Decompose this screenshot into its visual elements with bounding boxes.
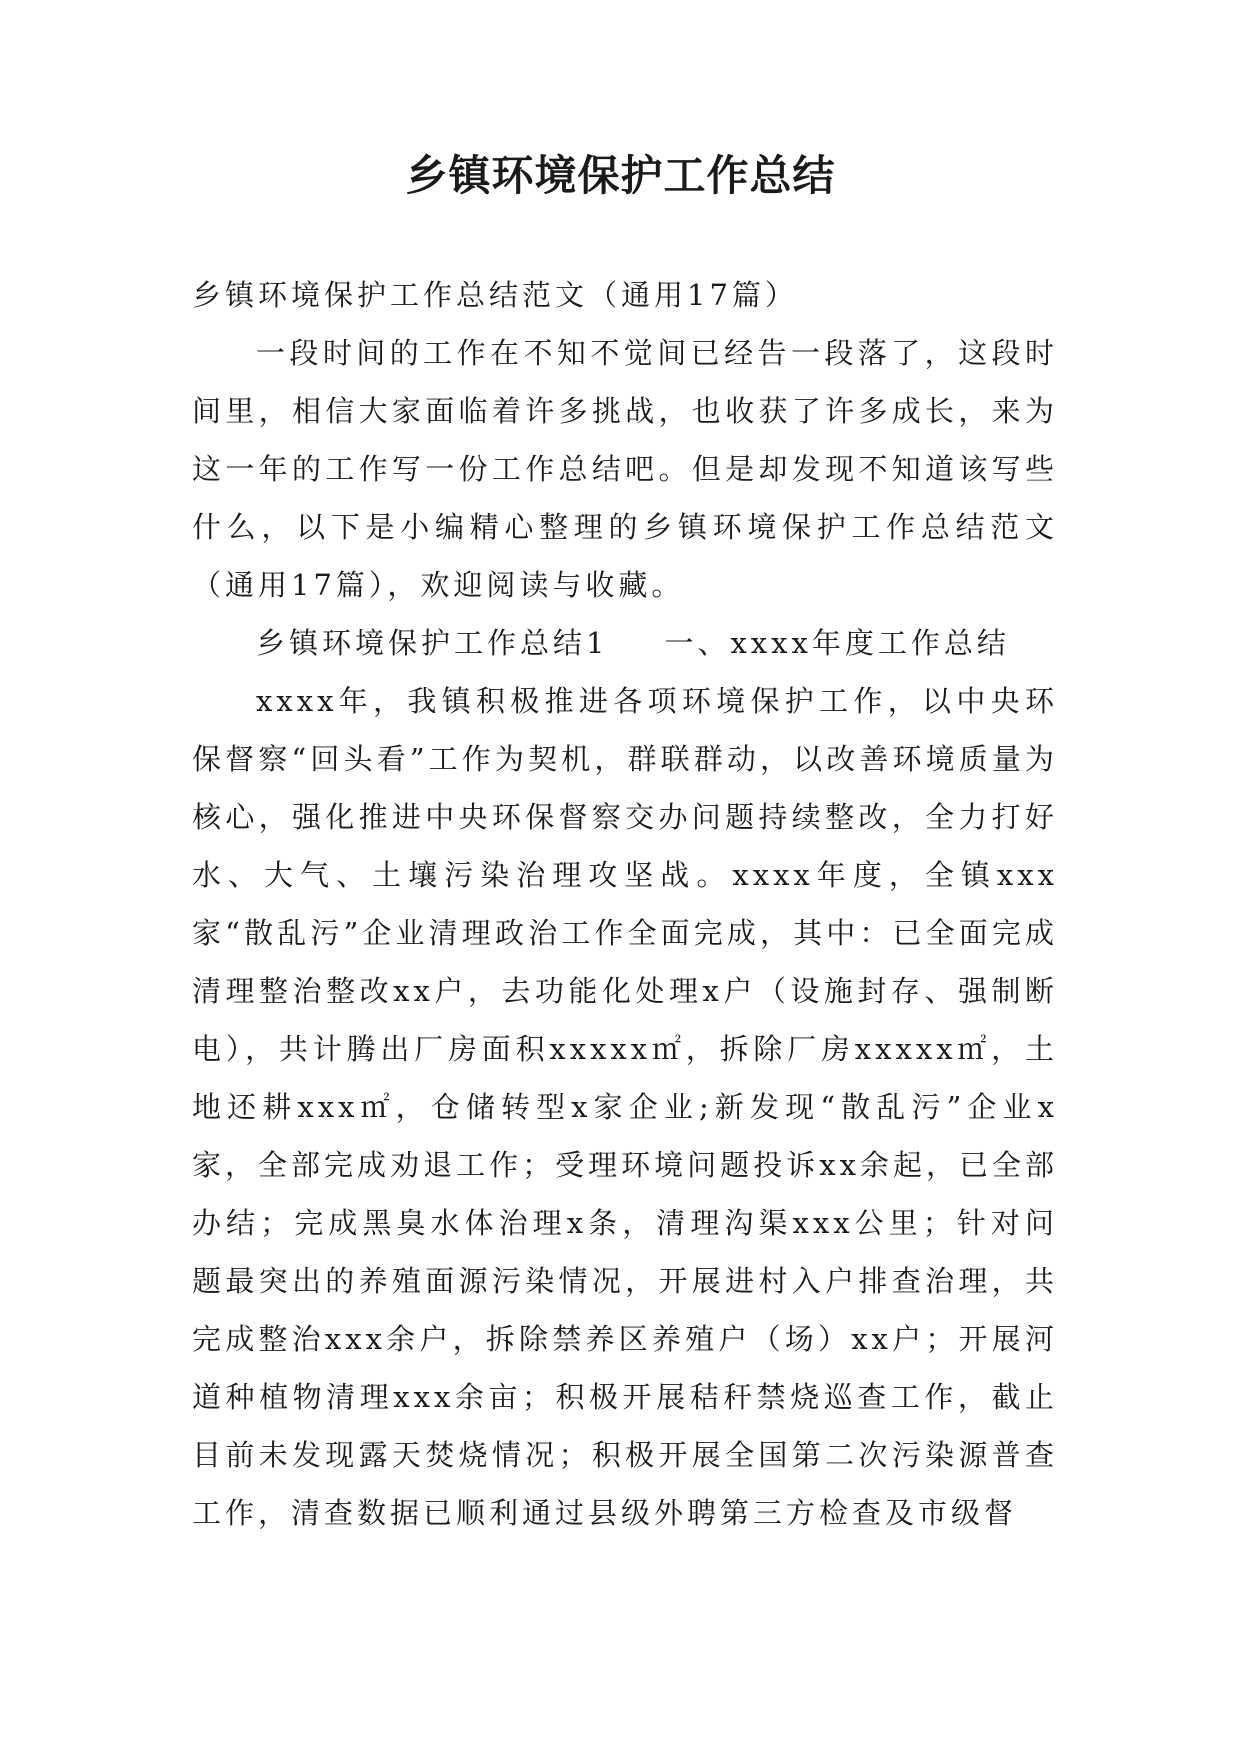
document-subtitle: 乡镇环境保护工作总结范文（通用17篇）: [192, 278, 798, 312]
section-heading: [192, 614, 1058, 672]
document-title: 乡镇环境保护工作总结: [405, 151, 836, 200]
section-title: 乡镇环境保护工作总结1: [256, 626, 609, 660]
document-body: [192, 266, 1058, 1542]
body-paragraph: xxxx年，我镇积极推进各项环境保护工作，以中央环保督察“回头看”工作为契机，群联群动，以改善环境质量为核心，强化推进中央环保督察交办问题持续整改，全力打好水、大气、土壤污染治理攻坚战。xxxx年度，全镇xxx家“散乱污”企业清理政治工作全面完成，其中：已全面完成清理整治整改xx户，去功能化处理x户（设施封存、强制断电），共计腾出厂房面积xxxxx㎡，拆除厂房xxxxx㎡，土地还耕xxx㎡，仓储转型x家企业;新发现“散乱污”企业x家，全部完成劝退工作；受理环境问题投诉xx余起，已全部办结；完成黑臭水体治理x条，清理沟渠xxx公里；针对问题最突出的养殖面源污染情况，开展进村入户排查治理，共完成整治xxx余户，拆除禁养区养殖户（场）xx户；开展河道种植物清理xxx余亩；积极开展秸秆禁烧巡查工作，截止目前未发现露天焚烧情况；积极开展全国第二次污染源普查工作，清查数据已顺利通过县级外聘第三方检查及市级督: [192, 684, 1058, 1530]
intro-paragraph: 一段时间的工作在不知不觉间已经告一段落了，这段时间里，相信大家面临着许多挑战，也收获了许多成长，来为这一年的工作写一份工作总结吧。但是却发现不知道该写些什么，以下是小编精心整理的乡镇环境保护工作总结范文（通用17篇），欢迎阅读与收藏。: [192, 336, 1058, 602]
section-subtitle: 一、xxxx年度工作总结: [664, 626, 1010, 660]
